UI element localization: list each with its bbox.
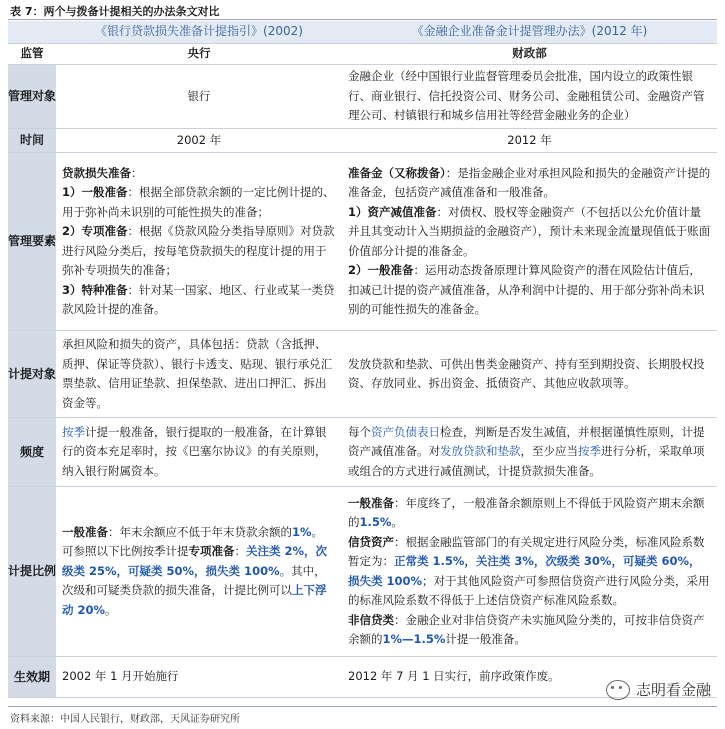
text-bold: 非信贷类	[348, 612, 394, 627]
table-row-target	[8, 331, 717, 418]
doc-title-row	[8, 21, 717, 44]
table-row-frequency	[8, 418, 717, 487]
text: 计提一般准备，银行提取的一般准备，在计算银行的资本充足率时，按《巴塞尔协议》的有关原则，纳入银行附属资本。	[62, 424, 327, 478]
text-bold: 一般准备	[348, 495, 394, 510]
text: 检查，判断是否发生减值，并根据谨慎性原则，计提资产减值准备。对	[348, 424, 705, 459]
table-row-ratio	[8, 487, 717, 657]
regulator-row	[8, 44, 717, 65]
cell-right: 2012 年	[342, 128, 717, 153]
table-row-elements	[8, 153, 717, 331]
text: 计提一般准备。	[445, 632, 526, 646]
cell-left: 承担风险和损失的资产，具体包括：贷款（含抵押、质押、保证等贷款）、银行卡透支、贴现、银行承兑汇票垫款、信用证垫款、担保垫款、进出口押汇、拆出资金等。	[56, 331, 342, 418]
cell-left: 2002 年	[56, 128, 342, 153]
cell-left: 2002 年 1 月开始施行	[56, 657, 342, 698]
row-label: 管理要素	[8, 153, 56, 331]
text: ：根据《贷款风险分类指导原则》对贷款进行风险分类后，按每笔贷款损失的程度计提的用于弥补专项损失的准备；	[62, 224, 335, 277]
text-bold: 信贷资产	[348, 534, 394, 549]
row-label: 时间	[8, 128, 56, 153]
text: ：根据全部贷款余额的一定比例计提的、用于弥补尚未识别的可能性损失的准备；	[62, 185, 335, 219]
text: 。	[311, 524, 324, 539]
row-label: 监管	[8, 44, 56, 65]
cell-left	[56, 418, 342, 487]
text: ：年度终了，一般准备余额原则上不得低于风险资产期末余额的	[348, 495, 705, 529]
top-rule	[8, 19, 717, 20]
text-bold: 专项准备	[188, 544, 235, 559]
cell-right: 2012 年 7 月 1 日实行，前序政策作废。	[342, 657, 717, 698]
text: ：是指金融企业对承担风险和损失的金融资产计提的准备金，包括资产减值准备和一般准备。	[348, 165, 711, 199]
table-row-object	[8, 65, 717, 129]
text-bold: 2）专项准备	[62, 224, 128, 238]
text: 。	[105, 602, 117, 617]
text: 可参照以下比例按季计提	[62, 544, 189, 559]
table-caption: 表 7：两个与拨备计提相关的办法条文对比	[10, 5, 220, 18]
text: 。	[391, 515, 403, 529]
text-blue: 按季	[578, 444, 601, 459]
text-bold: 一般准备	[62, 524, 108, 539]
watermark	[606, 679, 711, 700]
text: 每个	[348, 424, 371, 439]
text: ：对债权、股权等金融资产（不包括以公允价值计量并且其变动计入当期损益的金融资产），预计未来现金流量现值低于账面价值部分计提的准备金。	[348, 204, 711, 258]
cell-right: 发放贷款和垫款、可供出售类金融资产、持有至到期投资、长期股权投资、存放同业、拆出资金、抵债资产、其他应收款项等。	[342, 331, 717, 418]
text-blue: 正常类 1.5%，关注类 3%，次级类 30%，可疑类 60%，损失类 100%	[348, 554, 701, 588]
text-blue: 按季	[62, 424, 85, 439]
text-blue: 资产负债表日	[371, 424, 440, 439]
text: ：金融企业对非信贷资产未实施风险分类的，可按非信贷资产余额的	[348, 612, 705, 646]
doc-right-title: 《金融企业准备金计提管理办法》(2012 年)	[342, 21, 717, 44]
doc-left-title: 《银行贷款损失准备计提指引》(2002)	[56, 21, 342, 44]
row-label: 管理对象	[8, 65, 56, 129]
watermark-text: 志明看金融	[635, 681, 711, 699]
wechat-icon	[606, 680, 630, 700]
bottom-rule	[8, 706, 717, 707]
text: ：运用动态拨备原理计算风险资产的潜在风险估计值后，扣减已计提的资产减值准备，从净利润中计提的、用于部分弥补尚未识别的可能性损失的准备金。	[348, 263, 705, 316]
comparison-table	[8, 21, 717, 698]
text: ：	[234, 544, 246, 559]
regulator-left: 央行	[56, 44, 342, 65]
text: 。其中，次级和可疑类贷款的损失准备，计提比例可以	[62, 563, 326, 598]
text-bold: 准备金（又称拨备）	[348, 165, 446, 180]
text: ：年末余额应不低于年末贷款余额的	[108, 524, 292, 539]
cell-left	[56, 487, 342, 657]
text-bold: 1）资产减值准备	[348, 204, 437, 219]
text-blue: 1%—1.5%	[382, 632, 446, 646]
text: ，至少应当	[520, 444, 578, 459]
text-blue: 发放贷款和垫款	[440, 444, 521, 459]
text: 进行分析，采取单项或组合的方式进行减值测试，计提贷款损失准备。	[348, 444, 705, 478]
regulator-right: 财政部	[342, 44, 717, 65]
table-row-time	[8, 128, 717, 153]
text: ；对于其他风险资产可参照信贷资产进行风险分类，采用的标准风险系数不得低于上述信贷资产标准风险系数。	[348, 573, 710, 607]
cell-right: 金融企业（经中国银行业监督管理委员会批准，国内设立的政策性银行、商业银行、信托投资公司、财务公司、金融租赁公司、金融资产管理公司、村镇银行和城乡信用社等经营金融业务的企业）	[342, 65, 717, 129]
row-label: 计提比例	[8, 487, 56, 657]
cell-right	[342, 153, 717, 331]
text-bold: 3）特种准备	[62, 282, 128, 297]
cell-right	[342, 418, 717, 487]
row-label: 频度	[8, 418, 56, 487]
text: ：针对某一国家、地区、行业或某一类贷款风险计提的准备。	[62, 282, 335, 316]
text-blue: 上下浮动 20%	[62, 583, 327, 617]
row-label: 生效期	[8, 657, 56, 698]
text-bold: 2）一般准备	[348, 263, 414, 277]
source-note: 资料来源：中国人民银行，财政部，天风证券研究所	[10, 714, 240, 725]
cell-left: 贷款损失准备： 1）一般准备：根据全部贷款余额的一定比例计提的、用于弥补尚未识别的可能性损失的准备； 2）专项准备：根据《贷款风险分类指导原则》对贷款进行风险分类后，按每笔贷款损失的程度计提的用于弥补专项损失的准备； 3）特种准备：针对某一国家、地区、行业或某一类贷款风险计提的准备。	[56, 153, 342, 331]
text-blue: 1%	[292, 524, 312, 539]
text: ：根据金融监管部门的有关规定进行风险分类，标准风险系数暂定为：	[348, 534, 705, 568]
cell-left: 银行	[56, 65, 342, 129]
text-blue: 关注类 2%，次级类 25%，可疑类 50%，损失类 100%	[62, 544, 328, 578]
cell-right	[342, 487, 717, 657]
text-blue: 1.5%	[359, 515, 392, 529]
text-bold: 贷款损失准备	[62, 165, 131, 180]
row-label: 计提对象	[8, 331, 56, 418]
text-bold: 1）一般准备	[62, 185, 128, 199]
